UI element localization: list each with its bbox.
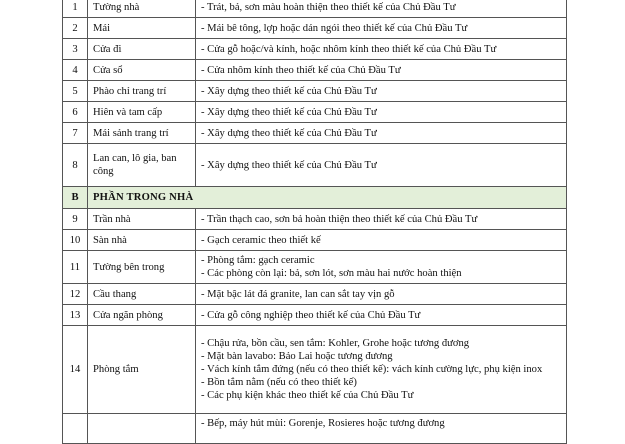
row-number: 1 [63, 0, 88, 18]
row-number [63, 414, 88, 444]
item-name: Sàn nhà [88, 230, 196, 251]
table-body [63, 0, 567, 444]
row-number: 6 [63, 102, 88, 123]
description-line: - Cửa gỗ hoặc/và kính, hoặc nhôm kính theo thiết kế của Chủ Đầu Tư [201, 43, 497, 55]
table-row [63, 284, 567, 305]
section-header-row [63, 187, 567, 209]
item-name: Cầu thang [88, 284, 196, 305]
row-number: 12 [63, 284, 88, 305]
item-name: Mái sảnh trang trí [88, 123, 196, 144]
row-number: 10 [63, 230, 88, 251]
table-row [63, 326, 567, 414]
item-name: Trần nhà [88, 209, 196, 230]
table-row [63, 144, 567, 187]
description-line: - Xây dựng theo thiết kế của Chủ Đầu Tư [201, 106, 377, 118]
description-line: - Trát, bả, sơn màu hoàn thiện theo thiết kế của Chủ Đầu Tư [201, 2, 456, 13]
row-number: 11 [63, 251, 88, 284]
row-number: 9 [63, 209, 88, 230]
table-row [63, 251, 567, 284]
item-description [196, 144, 567, 187]
table-row [63, 60, 567, 81]
item-name: Hiên và tam cấp [88, 102, 196, 123]
row-number: 4 [63, 60, 88, 81]
item-description [196, 209, 567, 230]
description-line: - Chậu rửa, bồn cầu, sen tắm: Kohler, Grohe hoặc tương đương [201, 338, 470, 349]
description-line: - Xây dựng theo thiết kế của Chủ Đầu Tư [201, 127, 377, 139]
section-letter: B [63, 187, 88, 209]
description-line: - Trần thạch cao, sơn bả hoàn thiện theo thiết kế của Chủ Đầu Tư [201, 213, 478, 225]
description-line: - Xây dựng theo thiết kế của Chủ Đầu Tư [201, 159, 377, 171]
description-line: - Gạch ceramic theo thiết kế [201, 234, 321, 246]
table-row [63, 0, 567, 18]
item-name [88, 414, 196, 444]
table-row [63, 230, 567, 251]
table-row [63, 39, 567, 60]
table-row [63, 81, 567, 102]
row-number: 14 [63, 326, 88, 414]
row-number: 5 [63, 81, 88, 102]
table-row [63, 414, 567, 444]
table-row [63, 102, 567, 123]
item-description [196, 18, 567, 39]
item-description [196, 123, 567, 144]
description-line: - Xây dựng theo thiết kế của Chủ Đầu Tư [201, 85, 377, 97]
description-line: - Các phòng còn lại: bả, sơn lót, sơn màu hai nước hoàn thiện [201, 268, 462, 279]
table-row [63, 123, 567, 144]
table-row [63, 209, 567, 230]
description-line: - Mái bê tông, lợp hoặc dán ngói theo thiết kế của Chủ Đầu Tư [201, 22, 468, 34]
description-line: - Cửa gỗ công nghiệp theo thiết kế của Chủ Đầu Tư [201, 309, 421, 321]
item-description [196, 0, 567, 18]
item-description [196, 60, 567, 81]
description-line: - Bồn tắm nằm (nếu có theo thiết kế) [201, 377, 357, 388]
item-description [196, 81, 567, 102]
description-line: - Các phụ kiện khác theo thiết kế của Chủ Đầu Tư [201, 390, 414, 401]
description-line: - Phòng tắm: gạch ceramic [201, 255, 315, 266]
item-description [196, 39, 567, 60]
item-name: Mái [88, 18, 196, 39]
item-description [196, 102, 567, 123]
row-number: 7 [63, 123, 88, 144]
item-description [196, 305, 567, 326]
item-name: Cửa ngăn phòng [88, 305, 196, 326]
description-line: - Vách kính tắm đứng (nếu có theo thiết kế): vách kính cường lực, phụ kiện inox [201, 364, 543, 375]
row-number: 13 [63, 305, 88, 326]
item-description [196, 230, 567, 251]
description-line: - Mặt bàn lavabo: Bảo Lai hoặc tương đương [201, 351, 393, 362]
description-line: - Cửa nhôm kính theo thiết kế của Chủ Đầu Tư [201, 64, 401, 76]
row-number: 3 [63, 39, 88, 60]
item-name: Lan can, lô gia, ban công [88, 144, 196, 187]
item-name: Cửa sổ [88, 60, 196, 81]
table-row [63, 18, 567, 39]
item-name: Phòng tắm [88, 326, 196, 414]
item-name: Phào chỉ trang trí [88, 81, 196, 102]
item-description [196, 414, 567, 444]
row-number: 8 [63, 144, 88, 187]
item-description [196, 326, 567, 414]
item-name: Tường bên trong [88, 251, 196, 284]
section-title: PHẦN TRONG NHÀ [88, 187, 567, 209]
description-line: - Mặt bậc lát đá granite, lan can sắt tay vịn gỗ [201, 288, 395, 300]
item-name: Cửa đi [88, 39, 196, 60]
item-description [196, 284, 567, 305]
row-number: 2 [63, 18, 88, 39]
item-description [196, 251, 567, 284]
description-line: - Bếp, máy hút mùi: Gorenje, Rosieres hoặc tương đương [201, 418, 445, 429]
table-row [63, 305, 567, 326]
item-name: Tường nhà [88, 0, 196, 18]
specification-table [62, 0, 567, 444]
